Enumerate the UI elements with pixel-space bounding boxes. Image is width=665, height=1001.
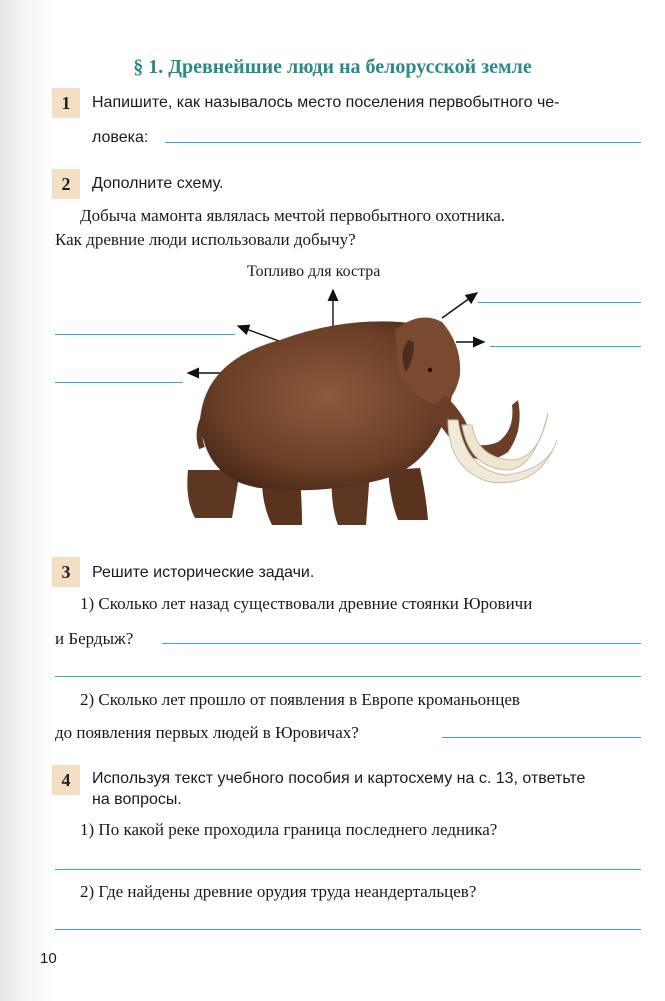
task-1-number: 1 (52, 88, 80, 118)
task-4-line2: на вопросы. (92, 791, 182, 808)
task-1-line1: Напишите, как называлось место поселения первобытного че- (92, 94, 560, 111)
section-title: § 1. Древнейшие люди на белорусской земле (133, 56, 532, 78)
task-3-q2-line1: 2) Сколько лет прошло от появления в Европе кроманьонцев (80, 690, 520, 709)
task-3-q1-line1: 1) Сколько лет назад существовали древние стоянки Юровичи (80, 594, 533, 613)
task-3-q1-answer-line-2[interactable] (55, 676, 641, 677)
task-2-line2: Как древние люди использовали добычу? (55, 230, 356, 249)
task-4-number: 4 (52, 765, 80, 795)
task-3-q2-line2: до появления первых людей в Юровичах? (55, 723, 359, 742)
task-2-number: 2 (52, 169, 80, 199)
task-2-heading: Дополните схему. (92, 175, 224, 192)
mammoth-image (187, 318, 557, 526)
task-4-q2: 2) Где найдены древние орудия труда неандертальцев? (80, 882, 477, 901)
task-3-number: 3 (52, 557, 80, 587)
task-4-line1: Используя текст учебного пособия и картосхему на с. 13, ответьте (92, 770, 586, 787)
task-1-line2: ловека: (92, 129, 149, 146)
page-number: 10 (40, 950, 57, 967)
task-3-q1-line2: и Бердыж? (55, 629, 134, 648)
task-3-heading: Решите исторические задачи. (92, 564, 315, 581)
task-4-q2-answer-line[interactable] (55, 929, 641, 930)
arrow-right-top (442, 293, 477, 318)
scheme-top-label: Топливо для костра (247, 263, 381, 280)
task-4-q1: 1) По какой реке проходила граница последнего ледника? (80, 820, 498, 839)
task-3-q2-answer-line[interactable] (442, 737, 641, 738)
task-4-q1-answer-line[interactable] (55, 869, 641, 870)
task-3-q1-answer-line-1[interactable] (162, 643, 641, 644)
task-2-line1: Добыча мамонта являлась мечтой первобытного охотника. (80, 206, 506, 225)
